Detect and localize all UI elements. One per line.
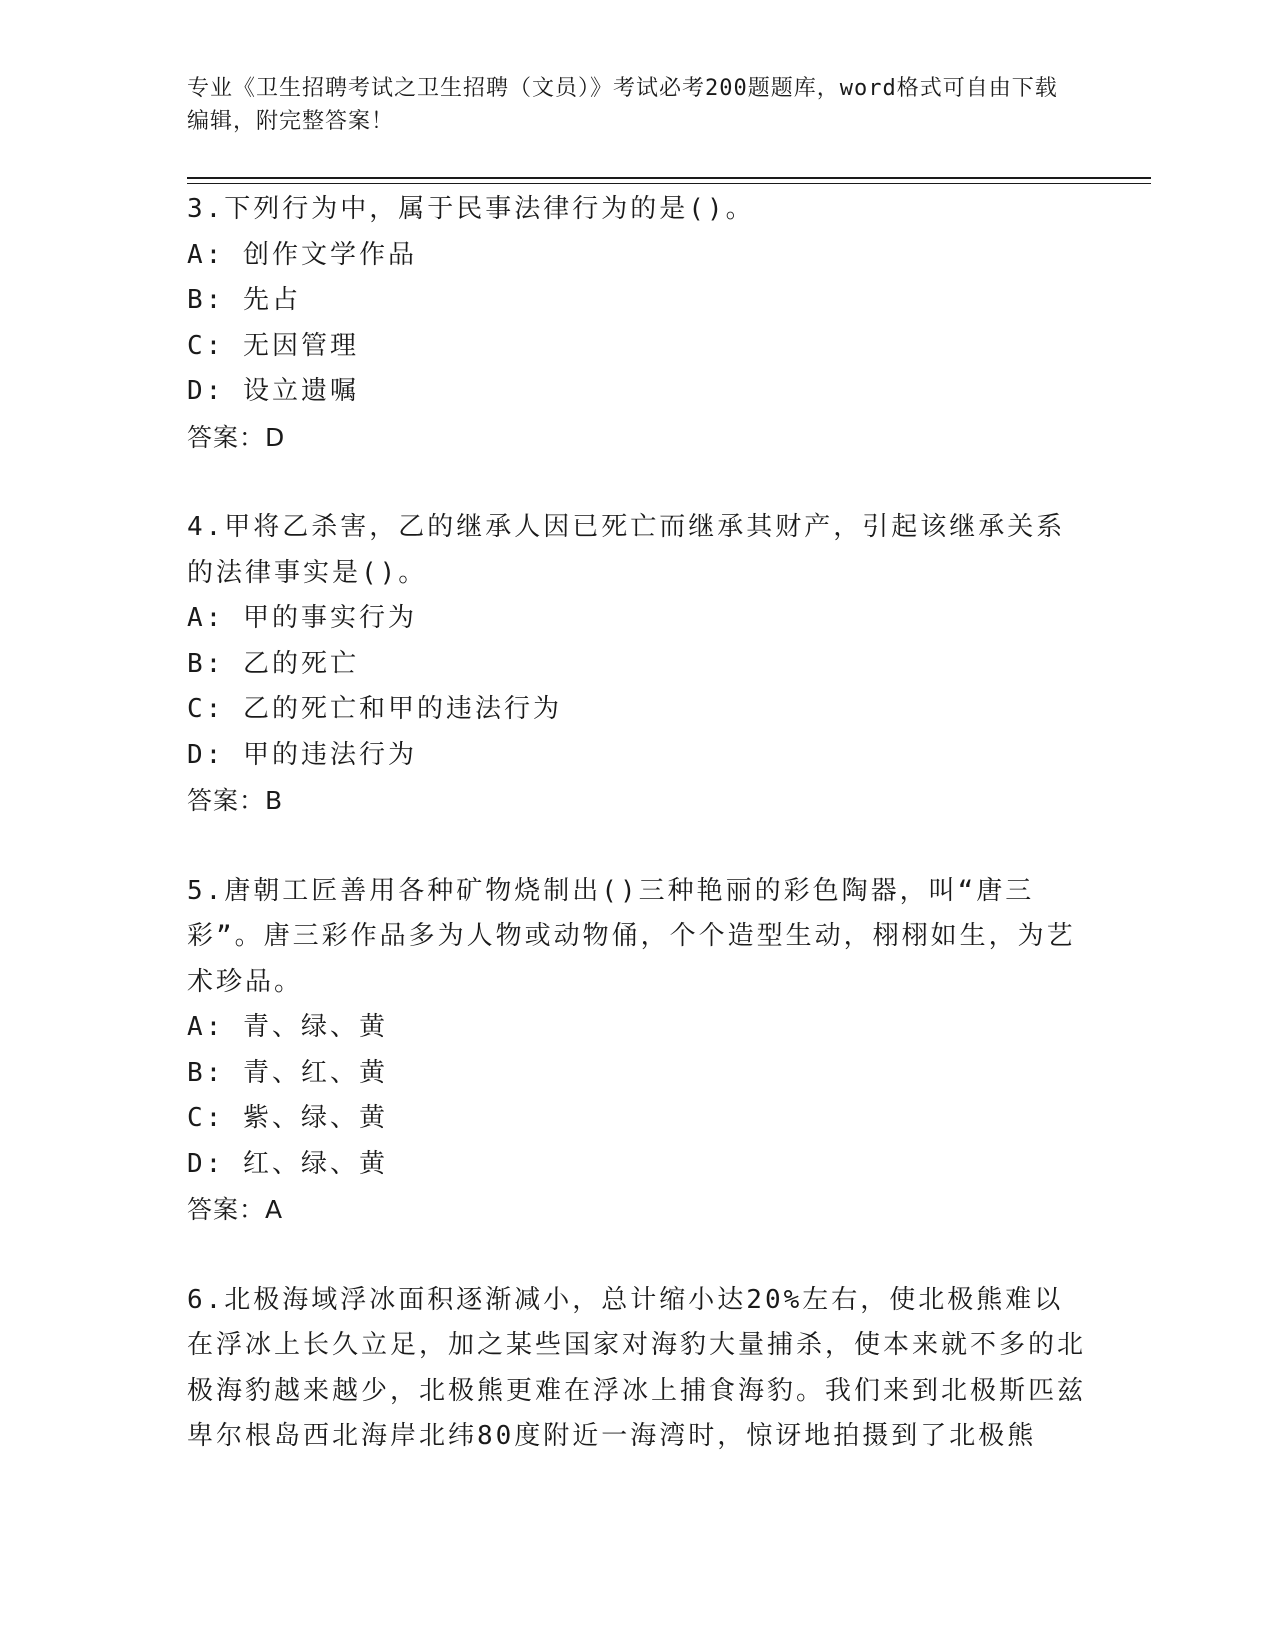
question-list (187, 187, 1087, 1505)
option-c: C: 紫、绿、黄 (187, 1103, 388, 1133)
option-d: D: 甲的违法行为 (187, 739, 417, 770)
question-4 (187, 505, 1087, 824)
answer: 答案：B (187, 786, 284, 815)
option-b: B: 青、红、黄 (187, 1057, 388, 1088)
question-5 (187, 869, 1087, 1233)
option-c: C: 无因管理 (187, 330, 359, 361)
header-rule-thick (187, 177, 1151, 179)
answer: 答案：A (187, 1195, 284, 1224)
answer: 答案：D (187, 422, 286, 452)
option-a: A: 甲的事实行为 (187, 603, 417, 633)
option-a: A: 青、绿、黄 (187, 1012, 388, 1042)
option-d: D: 设立遗嘱 (187, 376, 359, 406)
option-a: A: 创作文学作品 (187, 239, 417, 270)
question-stem: 3.下列行为中，属于民事法律行为的是()。 (187, 194, 755, 224)
document-header: 专业《卫生招聘考试之卫生招聘（文员）》考试必考200题题库，word格式可自由下载编辑，附完整答案！ (187, 76, 1058, 134)
option-b: B: 先占 (187, 285, 301, 315)
question-stem: 5.唐朝工匠善用各种矿物烧制出()三种艳丽的彩色陶器，叫“唐三彩”。唐三彩作品多为人物或动物俑，个个造型生动，栩栩如生，为艺术珍品。 (187, 875, 1076, 997)
question-stem: 6.北极海域浮冰面积逐渐减小，总计缩小达20%左右，使北极熊难以在浮冰上长久立足，加之某些国家对海豹大量捕杀，使本来就不多的北极海豹越来越少，北极熊更难在浮冰上捕食海豹。我们来到北极斯匹兹卑尔根岛西北海岸北纬80度附近一海湾时，惊讶地拍摄到了北极熊 (187, 1284, 1087, 1451)
question-3 (187, 187, 1087, 460)
option-d: D: 红、绿、黄 (187, 1148, 388, 1179)
option-b: B: 乙的死亡 (187, 648, 359, 679)
header-rule-thin (187, 183, 1151, 184)
question-6 (187, 1278, 1087, 1460)
question-stem: 4.甲将乙杀害，乙的继承人因已死亡而继承其财产，引起该继承关系的法律事实是()。 (187, 512, 1066, 588)
option-c: C: 乙的死亡和甲的违法行为 (187, 694, 562, 724)
